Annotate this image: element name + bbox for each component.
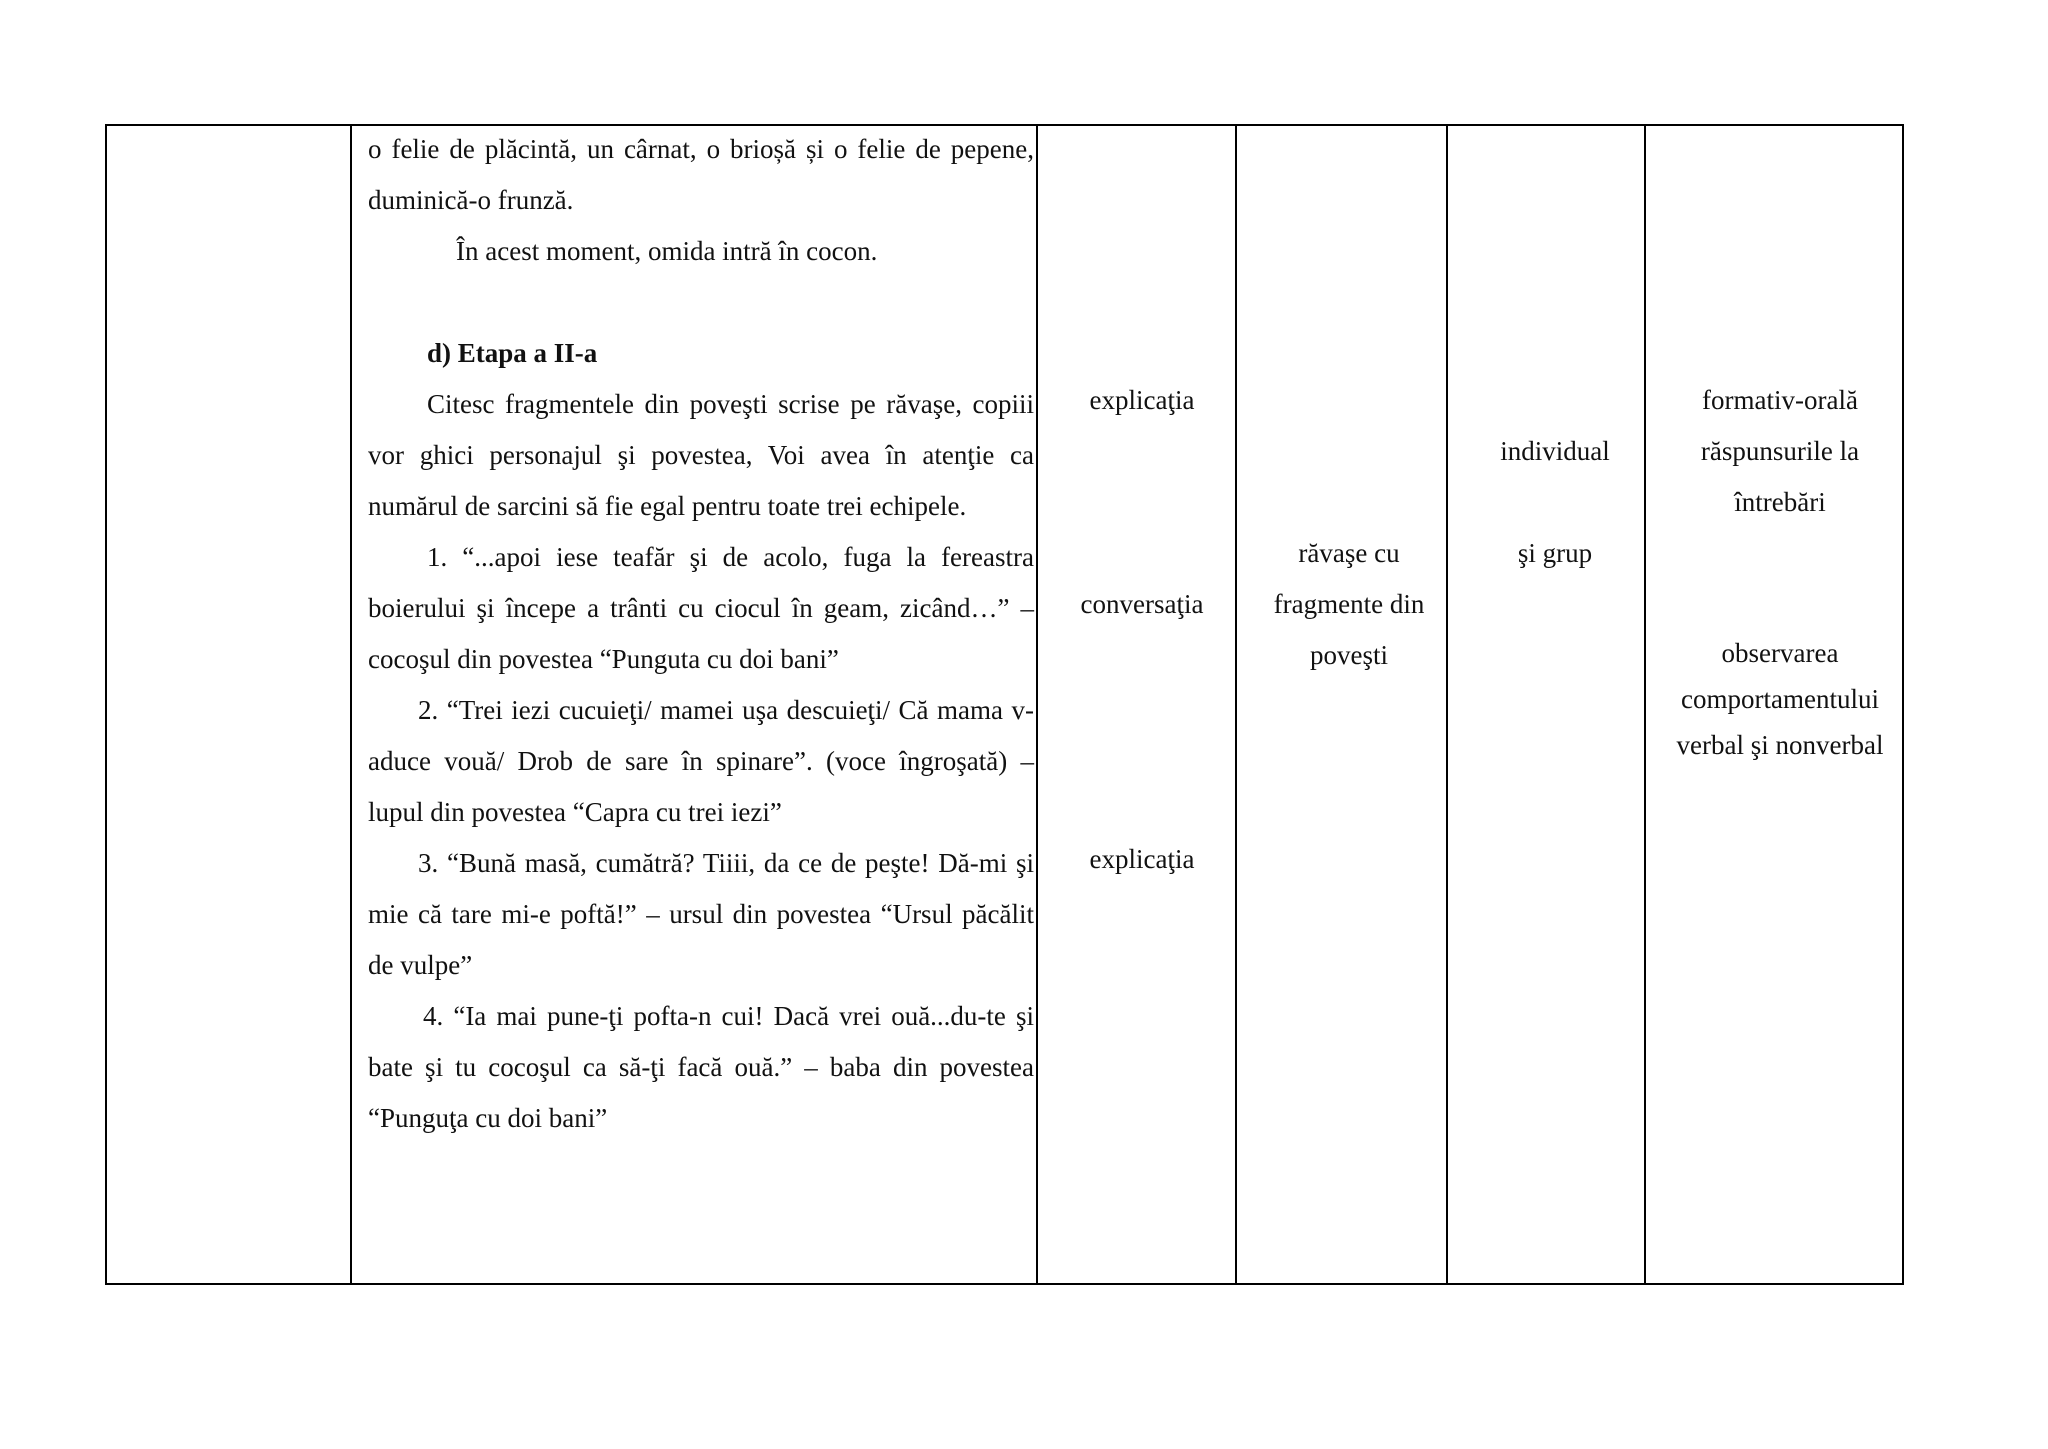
story-fragment-item: 1. “...apoi iese teafăr şi de acolo, fuga la fereastra boierului şi începe a trânti cu ciocul în geam, zicând…” – cocoşul din povestea “Punguta cu doi bani” xyxy=(368,542,1034,674)
organization-text: individual xyxy=(1500,436,1610,466)
organization-cell xyxy=(1458,126,1652,1283)
evaluation-text: verbal şi nonverbal xyxy=(1676,730,1884,760)
evaluation-text: formativ-orală xyxy=(1702,385,1858,415)
evaluation-text: întrebări xyxy=(1734,487,1826,517)
material-text: răvaşe cu xyxy=(1298,538,1400,568)
method-text: explicaţia xyxy=(1089,385,1195,415)
column-divider xyxy=(350,126,352,1283)
material-text: fragmente din xyxy=(1273,589,1425,619)
material-text: poveşti xyxy=(1310,640,1388,670)
evaluation-text: observarea xyxy=(1721,638,1839,668)
lesson-paragraph: În acest moment, omida intră în cocon. xyxy=(456,236,878,266)
methods-cell xyxy=(1044,126,1240,1283)
method-text: conversaţia xyxy=(1080,589,1204,619)
lesson-paragraph: Citesc fragmentele din poveşti scrise pe răvaşe, copiii vor ghici personajul şi povestea, Voi avea în atenţie ca numărul de sarcini să fie egal pentru toate trei echipele. xyxy=(368,389,1034,521)
story-fragment-item: 4. “Ia mai pune-ţi pofta-n cui! Dacă vrei ouă...du-te şi bate şi tu cocoşul ca să-ţi facă ouă.” – baba din povestea “Punguţa cu doi bani” xyxy=(368,1001,1034,1133)
story-fragment-item: 2. “Trei iezi cucuieţi/ mamei uşa descuieţi/ Că mama v-aduce vouă/ Drob de sare în spinare”. (voce îngroşată) – lupul din povestea “Capra cu trei iezi” xyxy=(368,695,1034,827)
lesson-plan-table xyxy=(105,124,1904,1285)
story-fragment-item: 3. “Bună masă, cumătră? Tiiii, da ce de peşte! Dă-mi şi mie că tare mi-e poftă!” – ursul din povestea “Ursul păcălit de vulpe” xyxy=(368,848,1034,980)
evaluation-text: răspunsurile la xyxy=(1700,436,1860,466)
lesson-paragraph: o felie de plăcintă, un cârnat, o brioșă și o felie de pepene, duminică-o frunză. xyxy=(368,134,1034,215)
column-divider xyxy=(1036,126,1038,1283)
section-heading: d) Etapa a II-a xyxy=(427,338,598,368)
organization-text: şi grup xyxy=(1517,538,1593,568)
evaluation-text: comportamentului xyxy=(1681,684,1879,714)
method-text: explicaţia xyxy=(1089,844,1195,874)
lesson-content-cell xyxy=(368,124,1034,1144)
materials-cell xyxy=(1246,126,1452,1283)
evaluation-cell xyxy=(1658,126,1902,1283)
